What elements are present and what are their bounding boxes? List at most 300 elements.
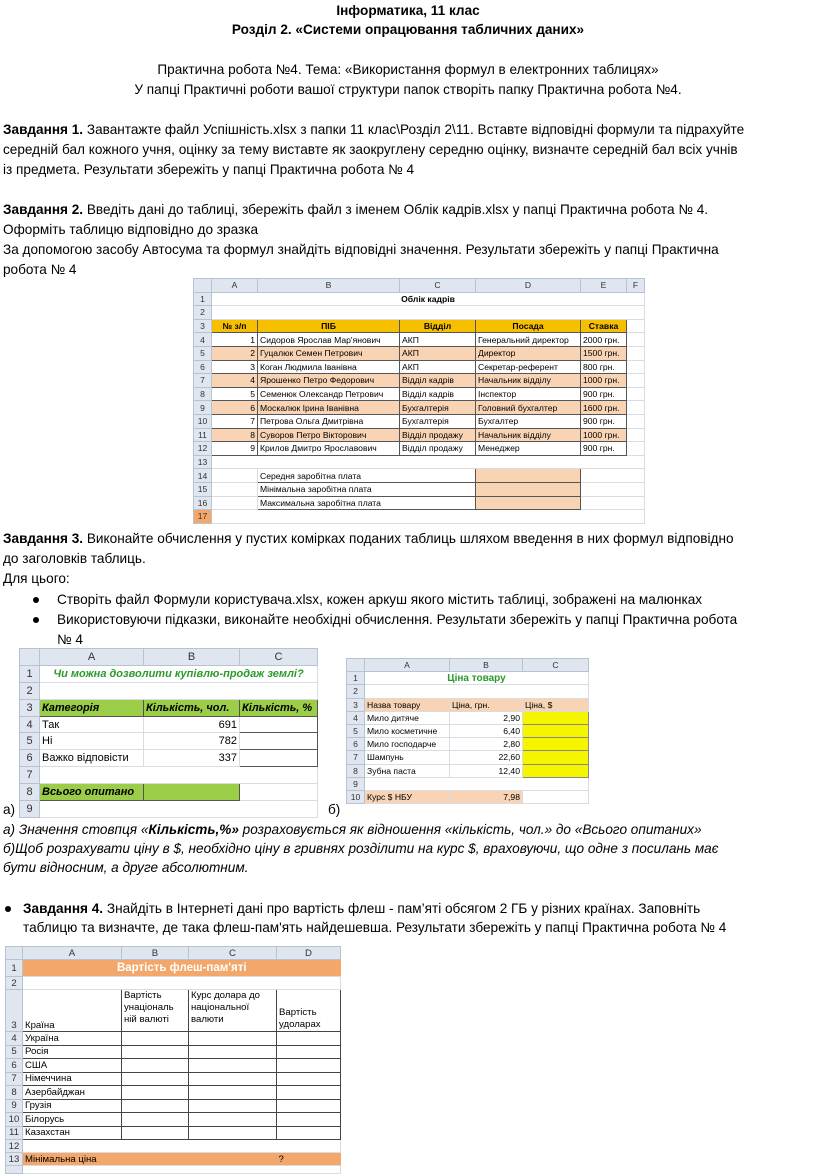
note-a-bold: Кількість,%» [148, 822, 239, 837]
local-price-cell [122, 1059, 189, 1073]
task3-line3: Для цього: [3, 571, 70, 586]
usd-price-cell [277, 1126, 341, 1140]
flash-title: Вартість флеш-пам'яті [23, 960, 341, 977]
cell-salary: 800 грн. [581, 360, 627, 374]
local-price-cell [122, 1113, 189, 1127]
table-row [347, 738, 589, 751]
header-cell: № з/п [212, 319, 258, 333]
table-row [347, 724, 589, 737]
min-price-value: ? [277, 1153, 341, 1166]
cell-number: 6 [212, 401, 258, 415]
note-a [3, 820, 702, 839]
empty-cell [523, 790, 589, 803]
cell-salary: 1000 грн. [581, 374, 627, 388]
cell-department: Бухгалтерія [400, 414, 476, 428]
row-number: 6 [194, 360, 212, 374]
empty-row [212, 510, 645, 524]
note-a-start: а) Значення стовпця « [3, 822, 149, 837]
cell-position: Менеджер [476, 442, 581, 456]
price-uah-cell: 6,40 [450, 724, 523, 737]
row-number: 7 [194, 374, 212, 388]
cell-name: Москалюк Ірина Іванівна [258, 401, 400, 415]
empty-cell [581, 469, 645, 483]
price-uah-cell: 2,80 [450, 738, 523, 751]
row-number: 2 [20, 682, 40, 699]
exchange-rate-cell [189, 1126, 277, 1140]
row-number: 17 [194, 510, 212, 524]
header-cell: Ціна, $ [523, 698, 589, 711]
table-row [6, 1099, 341, 1113]
empty-row [23, 1166, 341, 1174]
col-header: D [476, 279, 581, 293]
cell-number: 5 [212, 387, 258, 401]
usd-price-cell [277, 1032, 341, 1046]
empty-cell [627, 360, 645, 374]
header-cell: Категорія [40, 699, 144, 716]
note-b-line1: б)Щоб розрахувати ціну в $, необхідно ціну в гривнях розділити на курс $, враховуючи, що одне з посилань має [3, 841, 719, 856]
empty-cell [627, 387, 645, 401]
usd-price-cell [277, 1086, 341, 1100]
price-uah-cell: 22,60 [450, 751, 523, 764]
header-cell: Назва товару [365, 698, 450, 711]
task2-text1: Введіть дані до таблиці, збережіть файл з іменем Облік кадрів.xlsx у папці Практична робота № 4. [83, 202, 709, 217]
empty-row [23, 977, 341, 990]
col-header: C [523, 659, 589, 672]
empty-cell [212, 482, 258, 496]
corner-cell [20, 649, 40, 666]
cell-name: Крилов Дмитро Ярославович [258, 442, 400, 456]
task2-line1 [3, 200, 708, 219]
empty-cell [581, 496, 645, 510]
row-number: 3 [20, 699, 40, 716]
row-number: 2 [194, 306, 212, 320]
table-row [20, 716, 318, 733]
row-number: 11 [6, 1126, 23, 1140]
usd-price-cell [277, 1072, 341, 1086]
header-cell: Відділ [400, 319, 476, 333]
bullet-icon [5, 906, 11, 912]
header-cell: Ставка [581, 319, 627, 333]
cell-number: 9 [212, 442, 258, 456]
col-header: F [627, 279, 645, 293]
row-number [6, 1166, 23, 1174]
cell-department: Відділ продажу [400, 442, 476, 456]
percent-cell [240, 750, 318, 767]
price-usd-cell [523, 738, 589, 751]
count-cell: 782 [144, 733, 240, 750]
exchange-rate-cell [189, 1059, 277, 1073]
staff-table [193, 278, 645, 524]
row-number: 9 [20, 801, 40, 818]
cell-name: Коган Людмила Іванівна [258, 360, 400, 374]
empty-cell [212, 496, 258, 510]
cell-position: Бухгалтер [476, 414, 581, 428]
row-number: 3 [347, 698, 365, 711]
corner-cell [194, 279, 212, 293]
prices-table [346, 658, 589, 804]
cell-position: Генеральний директор [476, 333, 581, 347]
note-a-end: розраховується як відношення «кількість, чол.» до «Всього опитаних» [238, 822, 702, 837]
row-number: 10 [347, 790, 365, 803]
row-number: 10 [194, 414, 212, 428]
row-number: 9 [6, 1099, 23, 1113]
product-cell: Зубна паста [365, 764, 450, 777]
col-header: A [365, 659, 450, 672]
empty-row [212, 306, 645, 320]
table-row [194, 374, 645, 388]
table-row [6, 1113, 341, 1127]
exchange-rate-cell [189, 1032, 277, 1046]
usd-price-cell [277, 1099, 341, 1113]
header-cell: Курс долара до національної валюти [189, 990, 277, 1032]
table-row [194, 401, 645, 415]
table-row [6, 1086, 341, 1100]
empty-cell [627, 374, 645, 388]
table-row [20, 733, 318, 750]
col-header: C [189, 947, 277, 960]
summary-label: Середня заробітна плата [258, 469, 476, 483]
header-cell: Ціна, грн. [450, 698, 523, 711]
row-number: 2 [347, 685, 365, 698]
table-row [6, 1059, 341, 1073]
cell-number: 7 [212, 414, 258, 428]
header-cell: Вартість удоларах [277, 990, 341, 1032]
row-number: 5 [20, 733, 40, 750]
local-price-cell [122, 1032, 189, 1046]
header-cell: Кількість, чол. [144, 699, 240, 716]
cell-position: Інспектор [476, 387, 581, 401]
task4-text1: Знайдіть в Інтернеті дані про вартість флеш - пам’яті обсягом 2 ГБ у різних країнах. Заповніть [103, 901, 701, 916]
cell-number: 3 [212, 360, 258, 374]
folder-instruction: У папці Практичні роботи вашої структури папок створіть папку Практична робота №4. [134, 82, 682, 97]
local-price-cell [122, 1045, 189, 1059]
local-price-cell [122, 1072, 189, 1086]
empty-row [365, 685, 589, 698]
task2-line2: Оформіть таблицю відповідно до зразка [3, 222, 259, 237]
task3-line2: до заголовків таблиць. [3, 551, 146, 566]
category-cell: Важко відповісти [40, 750, 144, 767]
cell-salary: 1500 грн. [581, 346, 627, 360]
task3-label: Завдання 3. [3, 531, 84, 546]
summary-label: Мінімальна заробітна плата [258, 482, 476, 496]
cell-number: 8 [212, 428, 258, 442]
corner-cell [347, 659, 365, 672]
prices-title: Ціна товару [365, 672, 589, 685]
empty-cell [627, 333, 645, 347]
row-number: 16 [194, 496, 212, 510]
spreadsheet-land-poll [19, 648, 318, 818]
cell-department: Відділ кадрів [400, 374, 476, 388]
table-row [347, 751, 589, 764]
row-number: 8 [347, 764, 365, 777]
figure-label-b: б) [328, 802, 341, 817]
task1-line2: середній бал кожного учня, оцінку за тему виставте як заокруглену середню оцінку, визначте середній бал всіх учнів [3, 142, 738, 157]
col-header: C [240, 649, 318, 666]
col-header: A [40, 649, 144, 666]
row-number: 3 [194, 319, 212, 333]
task1-label: Завдання 1. [3, 122, 84, 137]
empty-cell [212, 469, 258, 483]
cell-name: Суворов Петро Вікторович [258, 428, 400, 442]
summary-value [476, 482, 581, 496]
table-row [194, 360, 645, 374]
summary-label: Максимальна заробітна плата [258, 496, 476, 510]
table-row [20, 750, 318, 767]
product-cell: Мило господарче [365, 738, 450, 751]
usd-price-cell [277, 1113, 341, 1127]
cell-department: Бухгалтерія [400, 401, 476, 415]
task2-label: Завдання 2. [3, 202, 84, 217]
note-b-line2: бути відносним, а друге абсолютним. [3, 860, 249, 875]
cell-salary: 1000 грн. [581, 428, 627, 442]
summary-value [476, 469, 581, 483]
row-number: 13 [194, 455, 212, 469]
table-row [6, 1045, 341, 1059]
header-cell: Вартість унаціональ ній валюті [122, 990, 189, 1032]
cell-name: Сидоров Ярослав Мар'янович [258, 333, 400, 347]
cell-department: АКП [400, 346, 476, 360]
cell-salary: 900 грн. [581, 387, 627, 401]
col-header: D [277, 947, 341, 960]
row-number: 4 [194, 333, 212, 347]
total-value [144, 784, 240, 801]
empty-row [40, 801, 318, 818]
cell-position: Секретар-референт [476, 360, 581, 374]
table-row [194, 414, 645, 428]
rate-value: 7,98 [450, 790, 523, 803]
empty-row [23, 1140, 341, 1153]
cell-department: АКП [400, 333, 476, 347]
row-number: 14 [194, 469, 212, 483]
empty-cell [627, 346, 645, 360]
table-row [6, 1072, 341, 1086]
table-row [194, 428, 645, 442]
cell-position: Начальник відділу [476, 428, 581, 442]
work-title: Практична робота №4. Тема: «Використання формул в електронних таблицях» [157, 62, 659, 77]
col-header: B [258, 279, 400, 293]
local-price-cell [122, 1086, 189, 1100]
empty-row [40, 682, 318, 699]
empty-cell [240, 784, 318, 801]
row-number: 1 [194, 292, 212, 306]
header-cell: Країна [23, 990, 122, 1032]
cell-salary: 900 грн. [581, 414, 627, 428]
corner-cell [6, 947, 23, 960]
empty-row [40, 767, 318, 784]
row-number: 5 [6, 1045, 23, 1059]
col-header: B [450, 659, 523, 672]
row-number: 3 [6, 990, 23, 1032]
task4-label: Завдання 4. [23, 901, 104, 916]
empty-cell [627, 414, 645, 428]
cell-number: 4 [212, 374, 258, 388]
empty-row [212, 455, 645, 469]
col-header: E [581, 279, 627, 293]
table-row [6, 1032, 341, 1046]
task1-line3: із предмета. Результати збережіть у папці Практична робота № 4 [3, 162, 415, 177]
local-price-cell [122, 1126, 189, 1140]
cell-name: Ярошенко Петро Федорович [258, 374, 400, 388]
country-cell: Азербайджан [23, 1086, 122, 1100]
percent-cell [240, 733, 318, 750]
task3-line1 [3, 529, 734, 548]
table-row [194, 442, 645, 456]
task4-line1 [23, 899, 700, 918]
row-number: 9 [194, 401, 212, 415]
empty-row [365, 777, 589, 790]
cell-department: АКП [400, 360, 476, 374]
bullet-icon [33, 617, 39, 623]
row-number: 12 [6, 1140, 23, 1153]
table-title: Облік кадрів [212, 292, 645, 306]
price-usd-cell [523, 724, 589, 737]
flash-table [5, 946, 341, 1174]
row-number: 8 [20, 784, 40, 801]
row-number: 5 [347, 724, 365, 737]
col-header: A [212, 279, 258, 293]
country-cell: Грузія [23, 1099, 122, 1113]
empty-cell [627, 428, 645, 442]
task3-text1: Виконайте обчислення у пустих комірках поданих таблиць шляхом введення в них формул відповідно [83, 531, 734, 546]
spreadsheet-flash-prices [5, 946, 341, 1174]
exchange-rate-cell [189, 1072, 277, 1086]
row-number: 12 [194, 442, 212, 456]
country-cell: Білорусь [23, 1113, 122, 1127]
empty-cell [627, 401, 645, 415]
row-number: 1 [6, 960, 23, 977]
price-usd-cell [523, 751, 589, 764]
count-cell: 691 [144, 716, 240, 733]
task1-text1: Завантажте файл Успішність.xlsx з папки 11 клас\Розділ 2\11. Вставте відповідні формули та підрахуйте [83, 122, 745, 137]
usd-price-cell [277, 1045, 341, 1059]
row-number: 6 [347, 738, 365, 751]
figure-label-a: а) [3, 802, 16, 817]
cell-position: Директор [476, 346, 581, 360]
task2-line4: робота № 4 [3, 262, 77, 277]
cell-name: Петрова Ольга Дмитрівна [258, 414, 400, 428]
row-number: 10 [6, 1113, 23, 1127]
cell-number: 2 [212, 346, 258, 360]
row-number: 5 [194, 346, 212, 360]
cell-name: Гуцалюк Семен Петрович [258, 346, 400, 360]
row-number: 11 [194, 428, 212, 442]
price-usd-cell [523, 764, 589, 777]
percent-cell [240, 716, 318, 733]
row-number: 8 [194, 387, 212, 401]
row-number: 7 [6, 1072, 23, 1086]
total-label: Всього опитано [40, 784, 144, 801]
exchange-rate-cell [189, 1086, 277, 1100]
row-number: 2 [6, 977, 23, 990]
task4-line2: таблицю та визначте, де така флеш-пам'ять найдешевша. Результати збережіть у папці Практична робота № 4 [23, 920, 727, 935]
row-number: 7 [20, 767, 40, 784]
count-cell: 337 [144, 750, 240, 767]
cell-department: Відділ кадрів [400, 387, 476, 401]
row-number: 6 [20, 750, 40, 767]
local-price-cell [122, 1099, 189, 1113]
row-number: 4 [6, 1032, 23, 1046]
cell-number: 1 [212, 333, 258, 347]
exchange-rate-cell [189, 1045, 277, 1059]
country-cell: Росія [23, 1045, 122, 1059]
table-row [347, 711, 589, 724]
price-uah-cell: 12,40 [450, 764, 523, 777]
rate-label: Курс $ НБУ [365, 790, 450, 803]
section-title: Розділ 2. «Системи опрацювання табличних даних» [231, 22, 585, 37]
min-price-label: Мінімальна ціна [23, 1153, 277, 1166]
task3-bullet1: Створіть файл Формули користувача.xlsx, кожен аркуш якого містить таблиці, зображені на малюнках [57, 592, 703, 607]
cell-position: Начальник відділу [476, 374, 581, 388]
cell-name: Семенюк Олександр Петрович [258, 387, 400, 401]
col-header: A [23, 947, 122, 960]
country-cell: Німеччина [23, 1072, 122, 1086]
price-uah-cell: 2,90 [450, 711, 523, 724]
exchange-rate-cell [189, 1099, 277, 1113]
row-number: 4 [347, 711, 365, 724]
row-number: 6 [6, 1059, 23, 1073]
summary-value [476, 496, 581, 510]
category-cell: Так [40, 716, 144, 733]
spreadsheet-prices [346, 658, 589, 804]
header-cell: Кількість, % [240, 699, 318, 716]
cell-salary: 2000 грн. [581, 333, 627, 347]
task1-line1 [3, 120, 744, 139]
category-cell: Ні [40, 733, 144, 750]
product-cell: Мило дитяче [365, 711, 450, 724]
cell-department: Відділ продажу [400, 428, 476, 442]
row-number: 8 [6, 1086, 23, 1100]
row-number: 7 [347, 751, 365, 764]
col-header: B [122, 947, 189, 960]
col-header: C [400, 279, 476, 293]
price-usd-cell [523, 711, 589, 724]
country-cell: Казахстан [23, 1126, 122, 1140]
product-cell: Мило косметичне [365, 724, 450, 737]
usd-price-cell [277, 1059, 341, 1073]
product-cell: Шампунь [365, 751, 450, 764]
empty-cell [627, 319, 645, 333]
row-number: 13 [6, 1153, 23, 1166]
cell-salary: 900 грн. [581, 442, 627, 456]
row-number: 1 [20, 665, 40, 682]
task2-line3: За допомогою засобу Автосума та формул знайдіть відповідні значення. Результати збережіть у папці Практична [3, 242, 719, 257]
course-title: Інформатика, 11 клас [336, 3, 480, 18]
bullet-icon [33, 597, 39, 603]
poll-table [19, 648, 318, 818]
cell-salary: 1600 грн. [581, 401, 627, 415]
table-row [6, 1126, 341, 1140]
table-row [194, 333, 645, 347]
task3-bullet2: Використовуючи підказки, виконайте необхідні обчислення. Результати збережіть у папці Практична робота [57, 612, 738, 627]
table-row [347, 764, 589, 777]
col-header: B [144, 649, 240, 666]
table-row [194, 346, 645, 360]
table-row [194, 387, 645, 401]
header-cell: Посада [476, 319, 581, 333]
cell-position: Головний бухгалтер [476, 401, 581, 415]
country-cell: Україна [23, 1032, 122, 1046]
exchange-rate-cell [189, 1113, 277, 1127]
header-cell: ПІБ [258, 319, 400, 333]
country-cell: США [23, 1059, 122, 1073]
row-number: 1 [347, 672, 365, 685]
poll-title: Чи можна дозволити купівлю-продаж землі? [40, 665, 318, 682]
row-number: 9 [347, 777, 365, 790]
row-number: 15 [194, 482, 212, 496]
spreadsheet-staff [193, 278, 645, 524]
empty-cell [581, 482, 645, 496]
task3-bullet2-end: № 4 [57, 632, 83, 647]
